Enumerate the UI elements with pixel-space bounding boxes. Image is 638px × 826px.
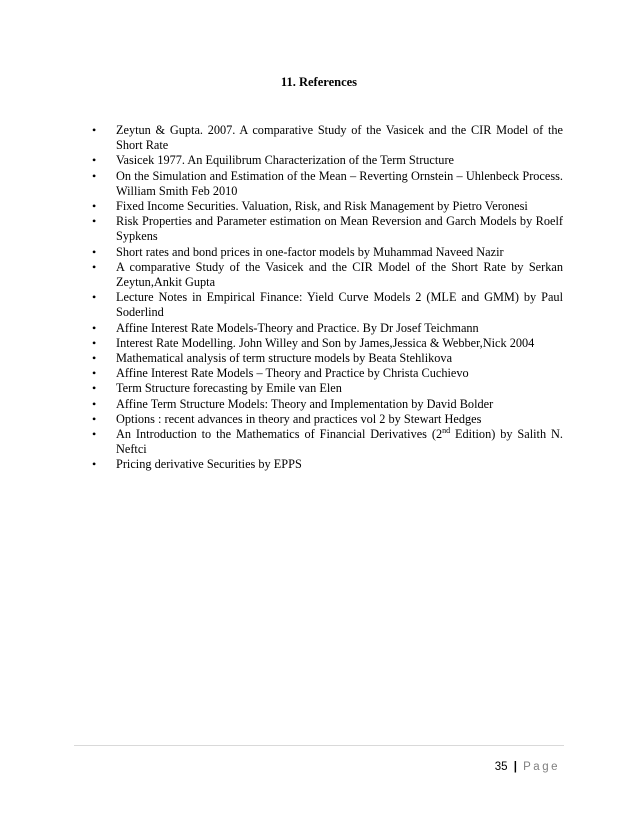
reference-item <box>86 260 563 290</box>
reference-item <box>86 321 563 336</box>
reference-text: Options : recent advances in theory and practices vol 2 by Stewart Hedges <box>116 411 482 426</box>
bullet-icon: • <box>92 381 97 396</box>
reference-item <box>86 199 563 214</box>
footer-divider <box>74 745 564 746</box>
reference-text: Term Structure forecasting by Emile van Elen <box>116 381 342 396</box>
bullet-icon: • <box>92 320 97 335</box>
reference-text: A comparative Study of the Vasicek and the CIR Model of the Short Rate by Serkan Zeytun,Ankit Gupta <box>116 259 563 290</box>
bullet-icon: • <box>92 396 97 411</box>
bullet-icon: • <box>92 457 97 472</box>
reference-text: Zeytun & Gupta. 2007. A comparative Study of the Vasicek and the CIR Model of the Short Rate <box>116 123 563 153</box>
reference-text-after: Edition) by Salith N. Neftci <box>116 427 563 457</box>
reference-item <box>86 381 563 396</box>
reference-text: Fixed Income Securities. Valuation, Risk, and Risk Management by Pietro Veronesi <box>116 199 528 214</box>
reference-item <box>86 336 563 351</box>
bullet-icon: • <box>92 214 97 229</box>
bullet-icon: • <box>92 290 97 305</box>
references-list <box>86 123 563 473</box>
reference-item <box>86 169 563 199</box>
bullet-icon: • <box>92 168 97 183</box>
reference-text: Mathematical analysis of term structure models by Beata Stehlikova <box>116 351 453 366</box>
bullet-icon: • <box>92 335 97 350</box>
bullet-icon: • <box>92 153 97 168</box>
page-number: 35 <box>494 761 508 773</box>
reference-item <box>86 245 563 260</box>
reference-item <box>86 351 563 366</box>
reference-text: Pricing derivative Securities by EPPS <box>116 457 302 472</box>
reference-item <box>86 457 563 472</box>
reference-text: Affine Interest Rate Models-Theory and Practice. By Dr Josef Teichmann <box>116 320 479 335</box>
page-label: Page <box>523 761 560 773</box>
bullet-icon: • <box>92 123 97 137</box>
reference-item <box>86 366 563 381</box>
bullet-icon: • <box>92 427 97 442</box>
bullet-icon: • <box>92 366 97 381</box>
bullet-icon: • <box>92 259 97 274</box>
bullet-icon: • <box>92 199 97 214</box>
reference-text: Affine Interest Rate Models – Theory and Practice by Christa Cuchievo <box>116 366 469 381</box>
reference-text: On the Simulation and Estimation of the Mean – Reverting Ornstein – Uhlenbeck Process. William Smith Feb 2010 <box>116 168 563 198</box>
bullet-icon: • <box>92 244 97 259</box>
reference-item <box>86 427 563 457</box>
reference-text <box>116 427 563 456</box>
section-heading: 11. References <box>280 75 358 89</box>
reference-item <box>86 412 563 427</box>
reference-item <box>86 214 563 244</box>
footer-separator: | <box>513 761 517 773</box>
edition-superscript: nd <box>442 425 451 435</box>
bullet-icon: • <box>92 351 97 366</box>
reference-text-before: An Introduction to the Mathematics of Financial Derivatives (2 <box>116 427 443 442</box>
reference-text: Lecture Notes in Empirical Finance: Yield Curve Models 2 (MLE and GMM) by Paul Soderlind <box>116 290 563 320</box>
reference-text: Risk Properties and Parameter estimation on Mean Reversion and Garch Models by Roelf Sypkens <box>116 214 563 244</box>
reference-item <box>86 290 563 320</box>
reference-text: Vasicek 1977. An Equilibrum Characterization of the Term Structure <box>116 153 455 168</box>
reference-text: Interest Rate Modelling. John Willey and Son by James,Jessica & Webber,Nick 2004 <box>116 335 535 350</box>
page-footer <box>495 760 560 774</box>
reference-text: Short rates and bond prices in one-factor models by Muhammad Naveed Nazir <box>116 244 504 259</box>
reference-item <box>86 123 563 153</box>
reference-text: Affine Term Structure Models: Theory and Implementation by David Bolder <box>116 396 494 411</box>
reference-item <box>86 397 563 412</box>
bullet-icon: • <box>92 411 97 426</box>
reference-item <box>86 153 563 168</box>
